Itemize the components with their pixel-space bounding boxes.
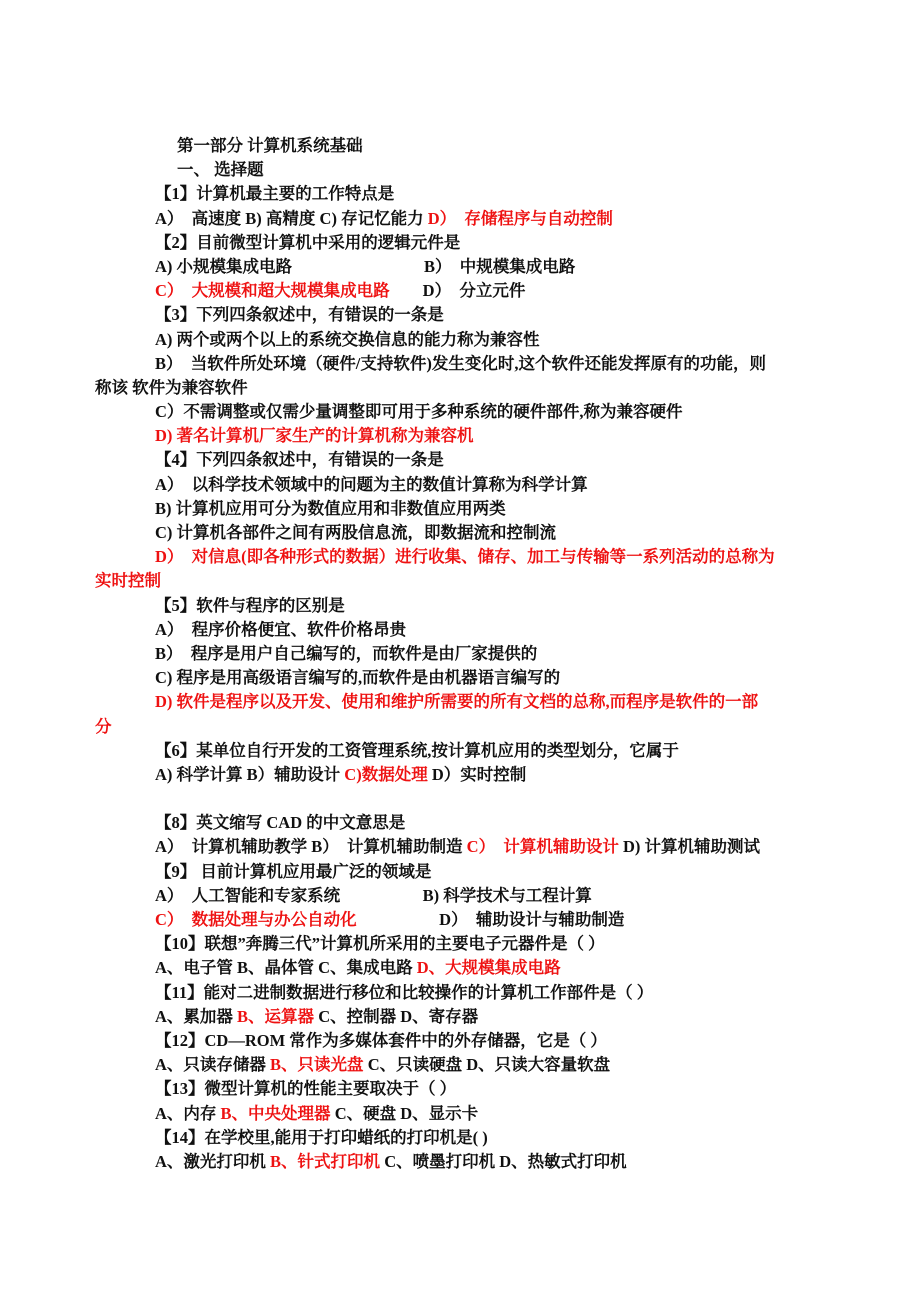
options-3-a bbox=[95, 328, 865, 352]
text-segment: 【4】下列四条叙述中，有错误的一条是 bbox=[155, 450, 444, 470]
answer-highlight-segment: D） 对信息(即各种形式的数据）进行收集、储存、加工与传输等一系列活动的总称为 bbox=[155, 547, 775, 567]
options-10 bbox=[95, 956, 865, 980]
text-segment: 【8】英文缩写 CAD 的中文意思是 bbox=[155, 813, 406, 833]
options-4-c bbox=[95, 521, 865, 545]
answer-highlight-segment: D) 软件是程序以及开发、使用和维护所需要的所有文档的总称,而程序是软件的一部 bbox=[155, 692, 759, 712]
text-segment: A、电子管 B、晶体管 C、集成电路 bbox=[155, 958, 417, 978]
text-segment: 【9】 目前计算机应用最广泛的领域是 bbox=[155, 861, 432, 881]
options-11 bbox=[95, 1005, 865, 1029]
options-9-ab bbox=[95, 884, 865, 908]
options-9-cd bbox=[95, 908, 865, 932]
text-segment: C) 计算机各部件之间有两股信息流，即数据流和控制流 bbox=[155, 523, 557, 542]
question-5 bbox=[95, 594, 865, 618]
question-12 bbox=[95, 1029, 865, 1053]
options-3-c bbox=[95, 400, 865, 424]
text-segment: 称该 软件为兼容软件 bbox=[95, 377, 248, 397]
text-segment: B） 程序是用户自己编写的，而软件是由厂家提供的 bbox=[155, 643, 538, 663]
text-segment: D） 辅助设计与辅助制造 bbox=[356, 910, 625, 929]
question-9 bbox=[95, 860, 865, 884]
text-segment: A） 计算机辅助教学 B） 计算机辅助制造 bbox=[155, 837, 467, 857]
text-segment: D）实时控制 bbox=[427, 764, 527, 784]
text-segment: 【3】下列四条叙述中，有错误的一条是 bbox=[155, 305, 444, 325]
part-heading bbox=[95, 134, 865, 158]
options-13 bbox=[95, 1102, 865, 1126]
text-segment: 【1】计算机最主要的工作特点是 bbox=[155, 184, 395, 204]
answer-highlight-segment: 分 bbox=[95, 716, 112, 736]
options-5-b bbox=[95, 642, 865, 666]
question-10 bbox=[95, 932, 865, 956]
question-6 bbox=[95, 739, 865, 763]
text-segment: C、控制器 D、寄存器 bbox=[314, 1006, 479, 1026]
text-segment: A） 高速度 B) 高精度 C) 存记忆能力 bbox=[155, 208, 428, 228]
options-2-ab bbox=[95, 255, 865, 279]
text-segment: A、只读存储器 bbox=[155, 1055, 271, 1075]
text-segment: 【10】联想”奔腾三代”计算机所采用的主要电子元器件是（ ） bbox=[155, 934, 605, 954]
options-12 bbox=[95, 1053, 865, 1077]
question-1 bbox=[95, 182, 865, 206]
text-segment: A） 程序价格便宜、软件价格昂贵 bbox=[155, 619, 407, 639]
options-5-d-wrap bbox=[95, 715, 865, 739]
text-segment: A) 小规模集成电路 B） 中规模集成电路 bbox=[155, 256, 576, 276]
question-2 bbox=[95, 231, 865, 255]
text-segment: 一、 选择题 bbox=[177, 160, 264, 180]
text-segment: 【2】目前微型计算机中采用的逻辑元件是 bbox=[155, 232, 461, 252]
blank-line bbox=[95, 787, 865, 811]
text-segment: C、硬盘 D、显示卡 bbox=[330, 1103, 479, 1123]
options-3-d bbox=[95, 424, 865, 448]
text-segment: A） 人工智能和专家系统 B) 科学技术与工程计算 bbox=[155, 885, 592, 905]
text-segment: 第一部分 计算机系统基础 bbox=[177, 136, 363, 155]
text-segment: A) 科学计算 B）辅助设计 bbox=[155, 764, 345, 784]
text-segment: C、喷墨打印机 D、热敏式打印机 bbox=[380, 1151, 627, 1171]
options-3-b bbox=[95, 352, 865, 376]
question-14 bbox=[95, 1126, 865, 1150]
options-2-cd bbox=[95, 279, 865, 303]
options-4-d-wrap bbox=[95, 569, 865, 593]
question-4 bbox=[95, 448, 865, 472]
text-segment: B) 计算机应用可分为数值应用和非数值应用两类 bbox=[155, 498, 506, 518]
text-segment: A） 以科学技术领域中的问题为主的数值计算称为科学计算 bbox=[155, 474, 588, 494]
question-8 bbox=[95, 811, 865, 835]
options-6 bbox=[95, 763, 865, 787]
question-3 bbox=[95, 303, 865, 327]
text-segment: D) 计算机辅助测试 bbox=[618, 837, 761, 857]
options-4-d bbox=[95, 545, 865, 569]
answer-highlight-segment: C)数据处理 bbox=[344, 764, 428, 784]
options-5-a bbox=[95, 618, 865, 642]
section-heading bbox=[95, 158, 865, 182]
answer-highlight-segment: B、运算器 bbox=[237, 1006, 315, 1026]
text-segment: 【11】能对二进制数据进行移位和比较操作的计算机工作部件是（ ） bbox=[155, 982, 654, 1002]
options-5-c bbox=[95, 666, 865, 690]
exam-document bbox=[95, 134, 865, 1174]
options-8 bbox=[95, 835, 865, 859]
text-segment: C、只读硬盘 D、只读大容量软盘 bbox=[363, 1055, 611, 1075]
text-segment: 【13】微型计算机的性能主要取决于（ ） bbox=[155, 1079, 457, 1099]
question-13 bbox=[95, 1077, 865, 1101]
answer-highlight-segment: 实时控制 bbox=[95, 571, 161, 591]
text-segment: A) 两个或两个以上的系统交换信息的能力称为兼容性 bbox=[155, 329, 540, 349]
options-4-b bbox=[95, 497, 865, 521]
answer-highlight-segment: B、中央处理器 bbox=[220, 1103, 331, 1123]
text-segment: 【12】CD—ROM 常作为多媒体套件中的外存储器，它是（ ） bbox=[155, 1030, 607, 1050]
options-4-a bbox=[95, 473, 865, 497]
options-5-d bbox=[95, 690, 865, 714]
text-segment: D） 分立元件 bbox=[389, 281, 526, 301]
answer-highlight-segment: D） 存储程序与自动控制 bbox=[427, 208, 613, 228]
answer-highlight-segment: B、只读光盘 bbox=[270, 1055, 364, 1075]
text-segment: A、累加器 bbox=[155, 1006, 238, 1026]
question-11 bbox=[95, 981, 865, 1005]
options-3-b-wrap bbox=[95, 376, 865, 400]
answer-highlight-segment: C） 大规模和超大规模集成电路 bbox=[155, 281, 390, 301]
text-segment: 【6】某单位自行开发的工资管理系统,按计算机应用的类型划分，它属于 bbox=[155, 740, 679, 760]
text-segment: A、激光打印机 bbox=[155, 1151, 271, 1171]
answer-highlight-segment: C） 数据处理与办公自动化 bbox=[155, 910, 357, 929]
text-segment: A、内存 bbox=[155, 1103, 221, 1123]
text-segment: 【14】在学校里,能用于打印蜡纸的打印机是( ) bbox=[155, 1127, 488, 1147]
text-segment: 【5】软件与程序的区别是 bbox=[155, 595, 345, 615]
text-segment: C) 程序是用高级语言编写的,而软件是由机器语言编写的 bbox=[155, 668, 561, 688]
answer-highlight-segment: D、大规模集成电路 bbox=[416, 958, 561, 978]
options-1 bbox=[95, 207, 865, 231]
answer-highlight-segment: D) 著名计算机厂家生产的计算机称为兼容机 bbox=[155, 426, 474, 446]
text-segment: C）不需调整或仅需少量调整即可用于多种系统的硬件部件,称为兼容硬件 bbox=[155, 402, 683, 422]
answer-highlight-segment: C） 计算机辅助设计 bbox=[466, 837, 619, 857]
options-14 bbox=[95, 1150, 865, 1174]
answer-highlight-segment: B、针式打印机 bbox=[270, 1151, 381, 1171]
text-segment: B） 当软件所处环境（硬件/支持软件)发生变化时,这个软件还能发挥原有的功能，则 bbox=[155, 353, 766, 373]
